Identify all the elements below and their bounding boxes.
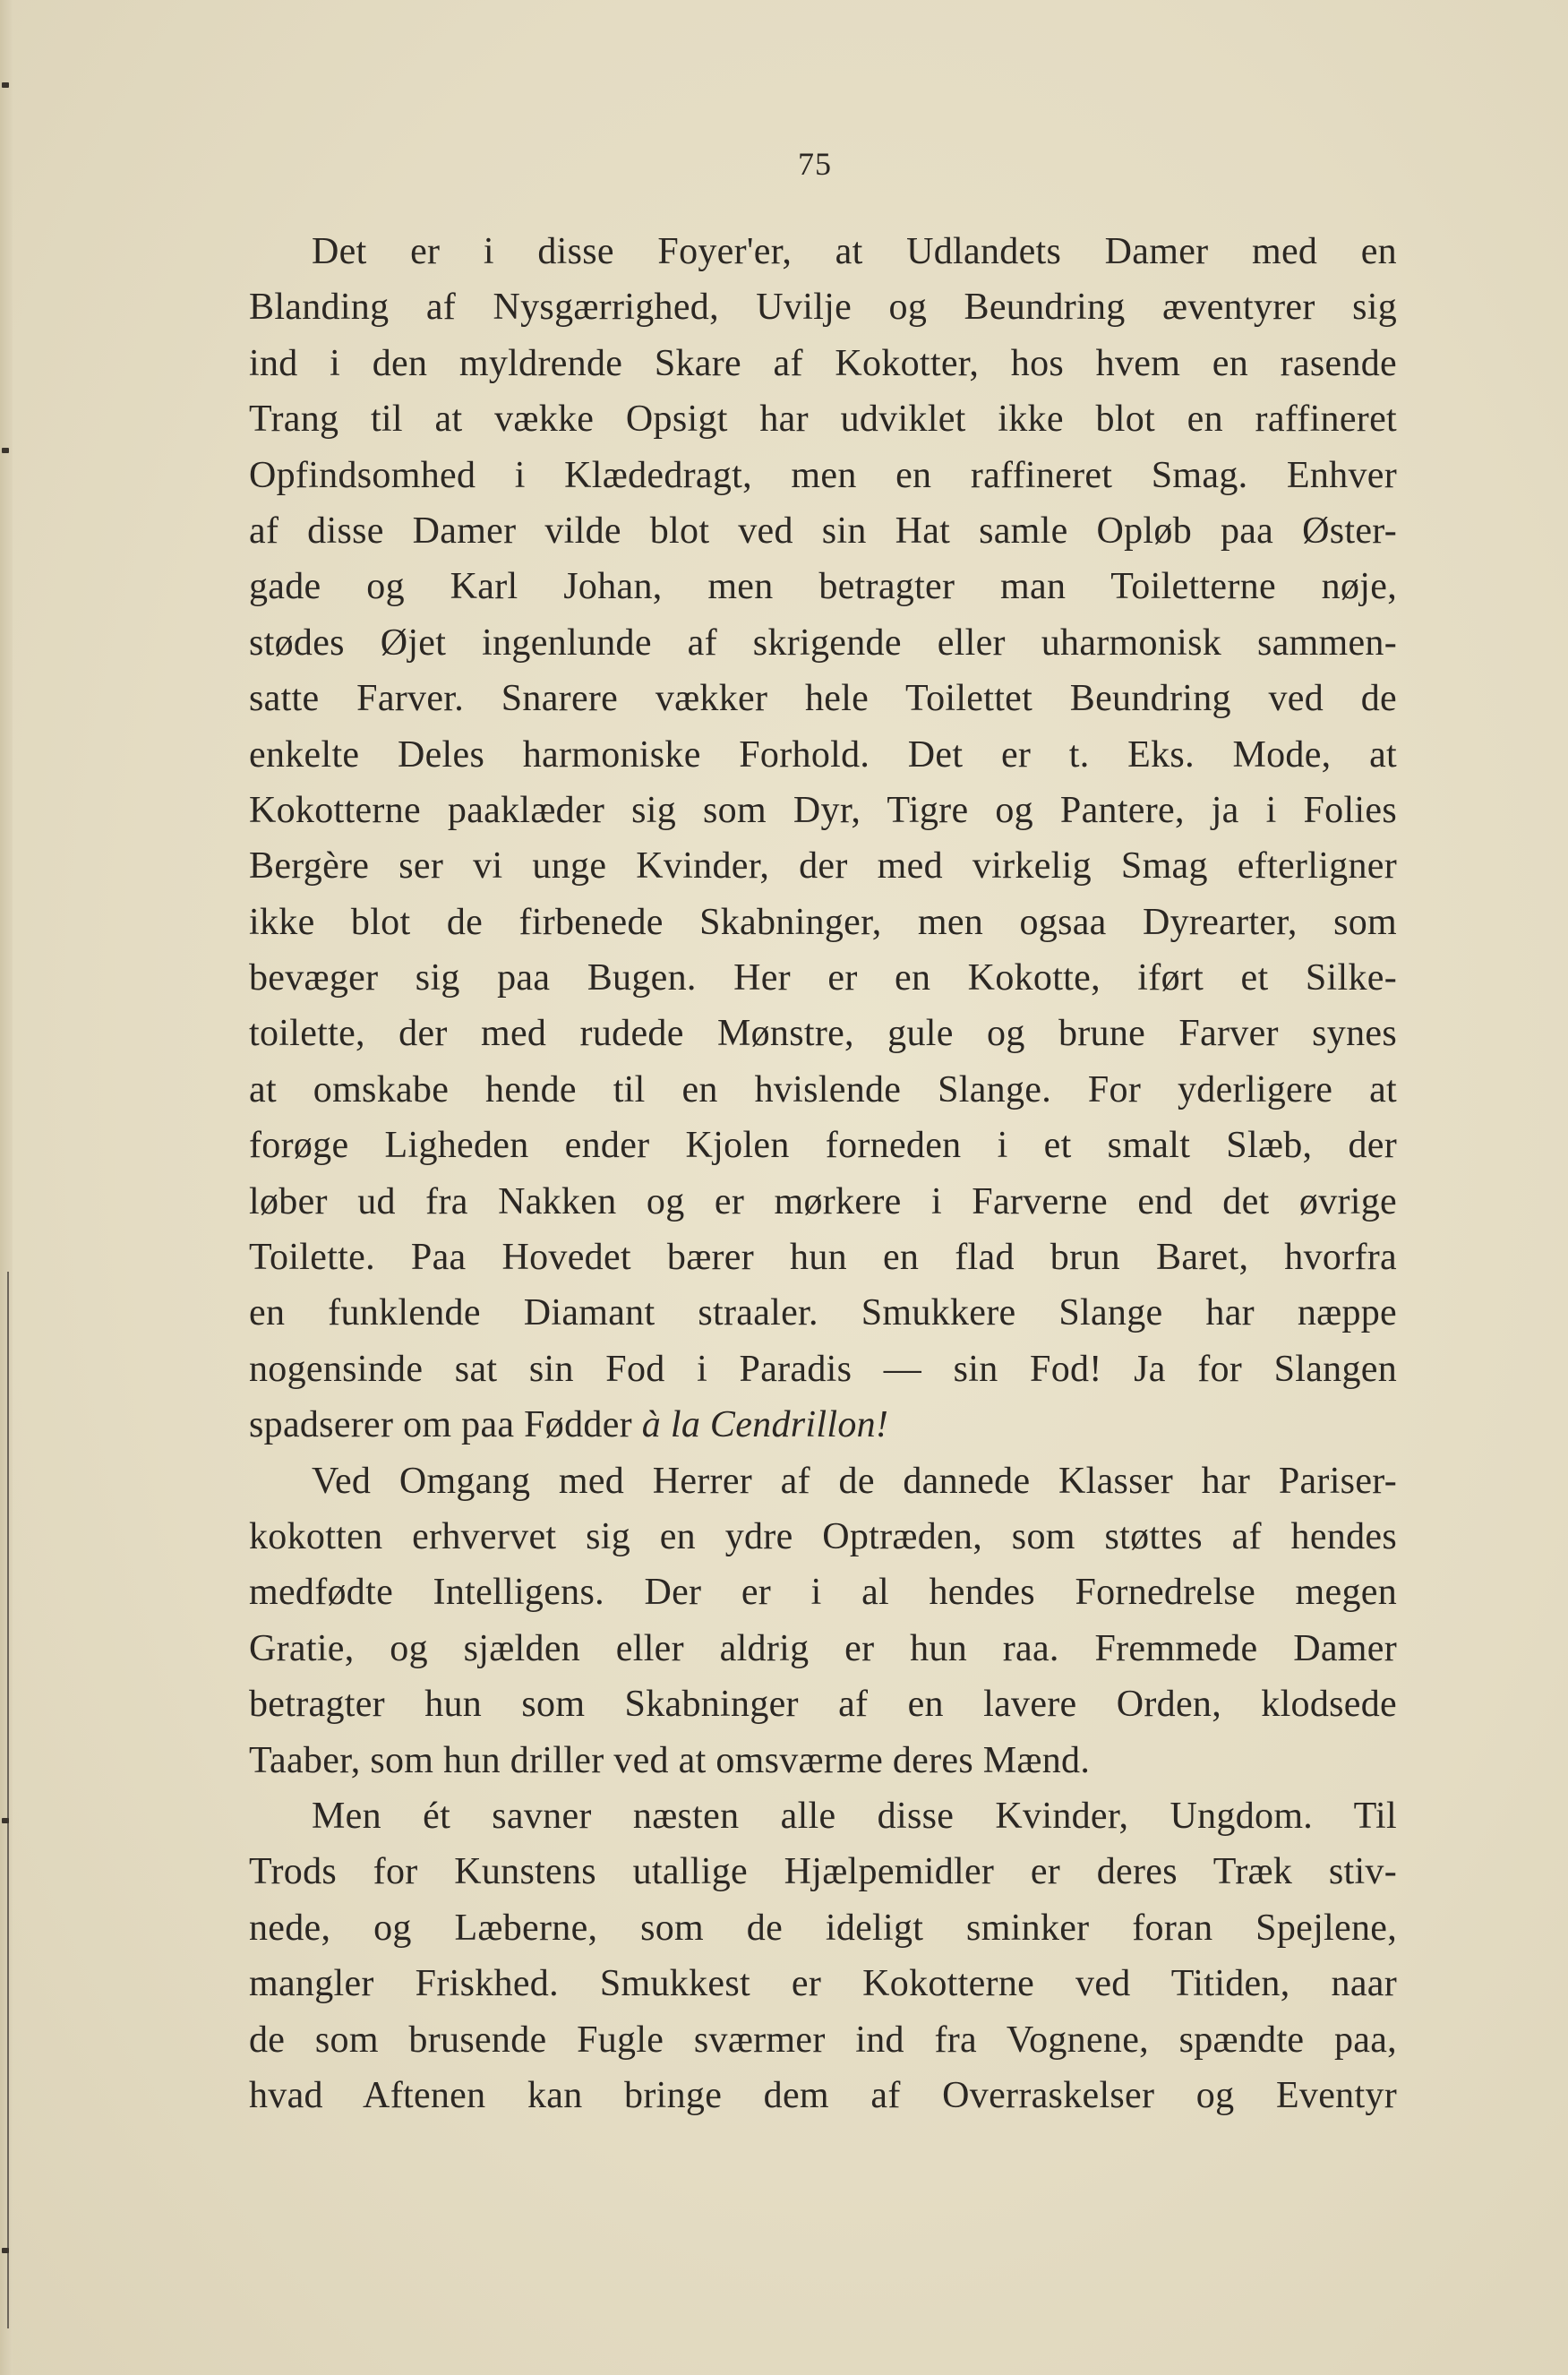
text-line: enkelte Deles harmoniske Forhold. Det er t. Eks. Mode, at: [249, 733, 1397, 776]
edge-mark: [2, 82, 9, 88]
text-line: Kokotterne paaklæder sig som Dyr, Tigre og Pantere, ja i Folies: [249, 789, 1397, 831]
text-line: at omskabe hende til en hvislende Slange. For yderligere at: [249, 1068, 1397, 1110]
text-line-segment: spadserer om paa Fødder: [249, 1404, 632, 1446]
text-line: Det er i disse Foyer'er, at Udlandets Damer med en: [312, 231, 1397, 272]
page-binding-edge: [0, 0, 13, 2375]
text-line: af disse Damer vilde blot ved sin Hat samle Opløb paa Øster-: [249, 510, 1397, 552]
text-line: betragter hun som Skabninger af en lavere Orden, klodsede: [249, 1684, 1397, 1726]
text-line: en funklende Diamant straaler. Smukkere Slange har næppe: [249, 1292, 1397, 1334]
text-line-paragraph-end: [249, 1397, 1397, 1453]
text-line: bevæger sig paa Bugen. Her er en Kokotte, iført et Silke-: [249, 957, 1397, 999]
text-line-paragraph-end: Taaber, som hun driller ved at omsværme deres Mænd.: [249, 1739, 1091, 1781]
text-line: gade og Karl Johan, men betragter man Toiletterne nøje,: [249, 566, 1397, 608]
text-line: satte Farver. Snarere vækker hele Toilettet Beundring ved de: [249, 678, 1397, 720]
text-line: stødes Øjet ingenlunde af skrigende eller uharmonisk sammen-: [249, 622, 1397, 664]
text-line: Gratie, og sjælden eller aldrig er hun raa. Fremmede Damer: [249, 1627, 1397, 1669]
text-line: ikke blot de firbenede Skabninger, men ogsaa Dyrearter, som: [249, 901, 1397, 943]
edge-mark: [2, 448, 9, 453]
text-line: ind i den myldrende Skare af Kokotter, hos hvem en rasende: [249, 342, 1397, 384]
italic-phrase: à la Cendrillon!: [641, 1404, 889, 1446]
text-line: hvad Aftenen kan bringe dem af Overraskelser og Eventyr: [249, 2074, 1397, 2116]
edge-mark: [2, 2248, 9, 2253]
text-line: løber ud fra Nakken og er mørkere i Farverne end det øvrige: [249, 1180, 1397, 1222]
text-line: forøge Ligheden ender Kjolen forneden i et smalt Slæb, der: [249, 1125, 1397, 1167]
edge-mark: [2, 1818, 9, 1823]
text-line: Trods for Kunstens utallige Hjælpemidler er deres Træk stiv-: [249, 1851, 1397, 1893]
text-line: nogensinde sat sin Fod i Paradis — sin Fod! Ja for Slangen: [249, 1348, 1397, 1390]
text-line: mangler Friskhed. Smukkest er Kokotterne ved Titiden, naar: [249, 1963, 1397, 2005]
body-text: [249, 224, 1397, 2123]
binding-shadow-line: [7, 1272, 9, 2328]
text-line: medfødte Intelligens. Der er i al hendes Fornedrelse megen: [249, 1572, 1397, 1614]
text-line: Men ét savner næsten alle disse Kvinder, Ungdom. Til: [312, 1795, 1397, 1837]
text-line: kokotten erhvervet sig en ydre Optræden, som støttes af hendes: [249, 1515, 1397, 1557]
page-number: 75: [798, 146, 832, 182]
text-line: Opfindsomhed i Klædedragt, men en raffineret Smag. Enhver: [249, 454, 1397, 496]
text-line: de som brusende Fugle sværmer ind fra Vognene, spændte paa,: [249, 2019, 1397, 2061]
text-line: Toilette. Paa Hovedet bærer hun en flad brun Baret, hvorfra: [249, 1237, 1397, 1279]
text-line: Trang til at vække Opsigt har udviklet ikke blot en raffineret: [249, 399, 1397, 441]
text-line: Blanding af Nysgærrighed, Uvilje og Beundring æventyrer sig: [249, 287, 1397, 329]
text-line: Bergère ser vi unge Kvinder, der med virkelig Smag efterligner: [249, 845, 1397, 887]
text-line: nede, og Læberne, som de ideligt sminker foran Spejlene,: [249, 1907, 1397, 1949]
text-line: toilette, der med rudede Mønstre, gule og brune Farver synes: [249, 1013, 1397, 1055]
text-line: Ved Omgang med Herrer af de dannede Klasser har Pariser-: [312, 1460, 1397, 1502]
